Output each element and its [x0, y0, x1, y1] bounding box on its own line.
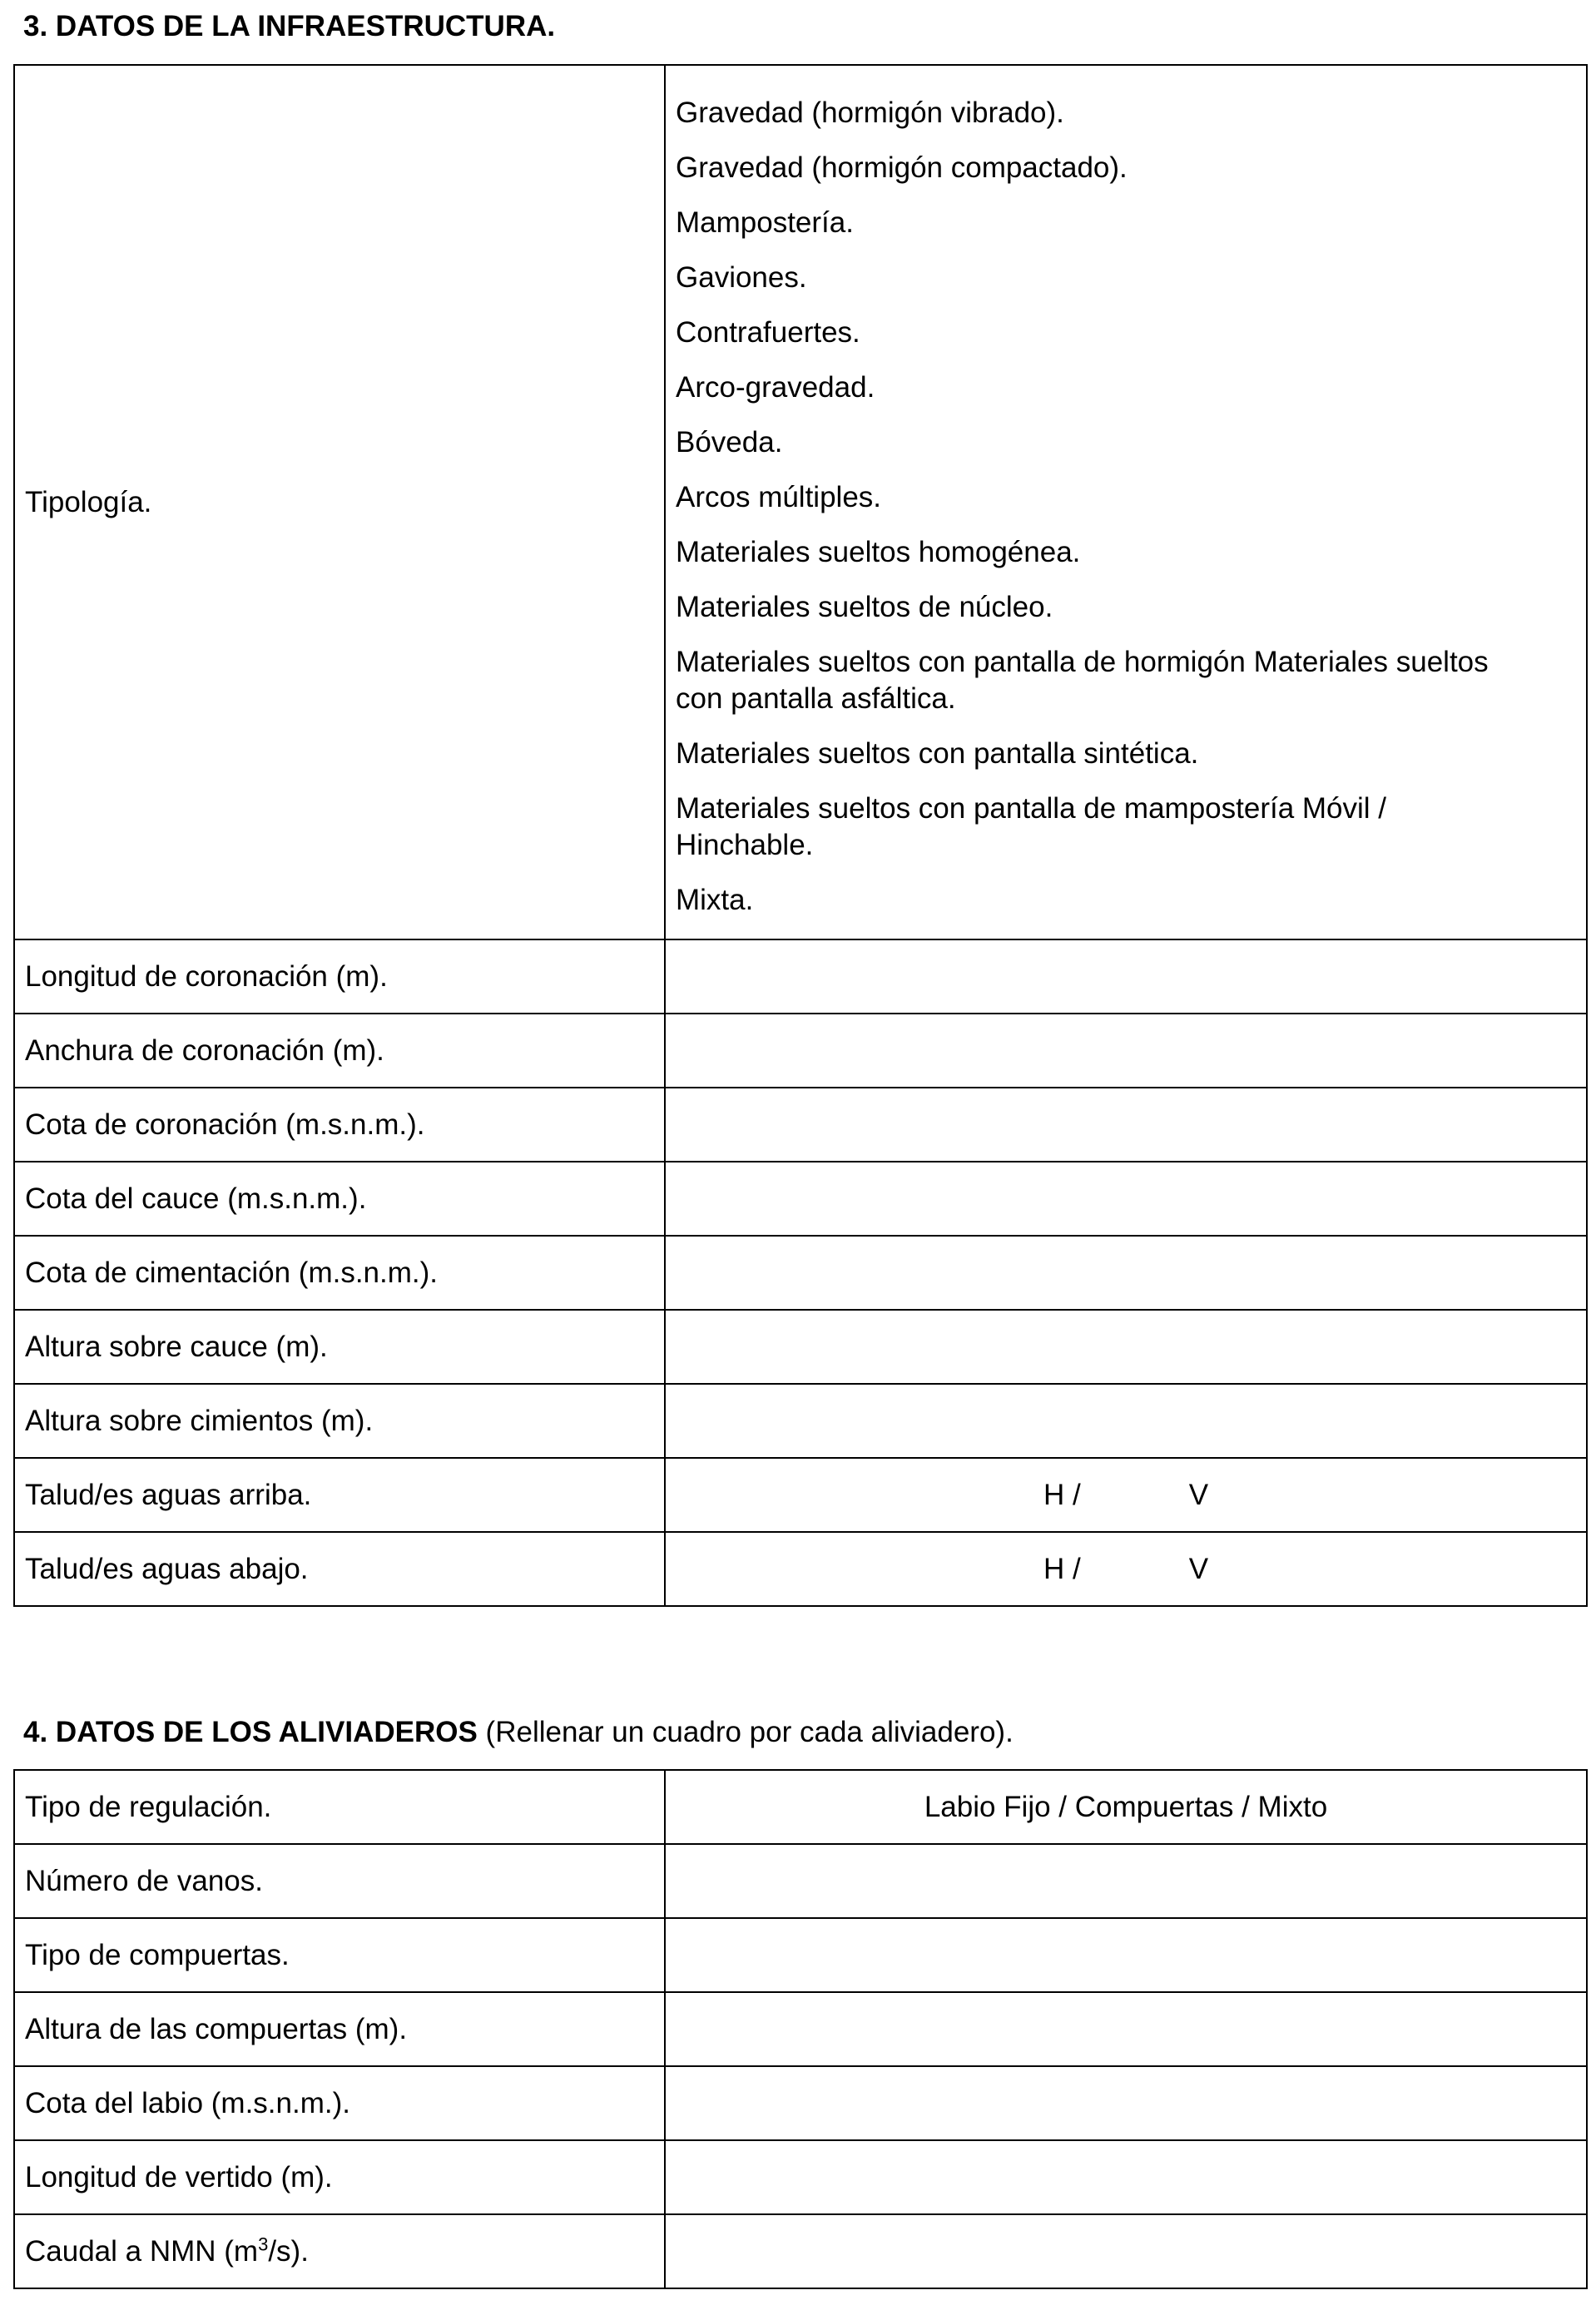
- tipologia-options: [676, 75, 1576, 930]
- altura-cimientos-label: Altura sobre cimientos (m).: [14, 1384, 665, 1458]
- tipologia-label: Tipología.: [14, 65, 665, 939]
- tipo-regulacion-value[interactable]: Labio Fijo / Compuertas / Mixto: [665, 1770, 1587, 1844]
- cota-coronacion-label: Cota de coronación (m.s.n.m.).: [14, 1088, 665, 1162]
- talud-arriba-label: Talud/es aguas arriba.: [14, 1458, 665, 1532]
- longitud-coronacion-field[interactable]: [665, 939, 1587, 1014]
- cota-cauce-label: Cota del cauce (m.s.n.m.).: [14, 1162, 665, 1236]
- tipologia-option[interactable]: Materiales sueltos con pantalla sintética.: [676, 736, 1199, 770]
- section-4-heading-note: (Rellenar un cuadro por cada aliviadero).: [477, 1716, 1014, 1748]
- tipologia-option[interactable]: Gravedad (hormigón compactado).: [676, 151, 1128, 184]
- table-row: [14, 1918, 1587, 1992]
- section-4-heading-bold: 4. DATOS DE LOS ALIVIADEROS: [23, 1716, 478, 1748]
- v-label: V: [1188, 1552, 1209, 1585]
- section-3-heading: [23, 10, 555, 43]
- table-row: [14, 2140, 1587, 2214]
- tipologia-option[interactable]: Materiales sueltos homogénea.: [676, 535, 1081, 568]
- altura-cauce-label: Altura sobre cauce (m).: [14, 1310, 665, 1384]
- altura-cauce-field[interactable]: [665, 1310, 1587, 1384]
- table-row: [14, 1088, 1587, 1162]
- tipologia-options-cell: [665, 65, 1587, 939]
- caudal-label-prefix: Caudal a NMN (m: [25, 2234, 259, 2268]
- table-row: [14, 1162, 1587, 1236]
- table-row: [14, 1992, 1587, 2066]
- anchura-coronacion-label: Anchura de coronación (m).: [14, 1014, 665, 1088]
- table-row: [14, 939, 1587, 1014]
- table-row: [14, 1236, 1587, 1310]
- aliviaderos-table: [13, 1769, 1588, 2289]
- longitud-vertido-label: Longitud de vertido (m).: [14, 2140, 665, 2214]
- table-row: [14, 1770, 1587, 1844]
- caudal-label-sup: 3: [258, 2233, 269, 2254]
- cota-labio-label: Cota del labio (m.s.n.m.).: [14, 2066, 665, 2140]
- table-row: [14, 1310, 1587, 1384]
- numero-vanos-field[interactable]: [665, 1844, 1587, 1918]
- longitud-vertido-field[interactable]: [665, 2140, 1587, 2214]
- table-row: [14, 1844, 1587, 1918]
- altura-cimientos-field[interactable]: [665, 1384, 1587, 1458]
- caudal-nmn-field[interactable]: [665, 2214, 1587, 2288]
- h-label: H /: [1043, 1552, 1081, 1585]
- tipologia-option[interactable]: Gravedad (hormigón vibrado).: [676, 96, 1064, 129]
- h-label: H /: [1043, 1478, 1081, 1511]
- section-4-heading: [23, 1716, 1014, 1749]
- tipologia-option[interactable]: Contrafuertes.: [676, 315, 860, 349]
- cota-coronacion-field[interactable]: [665, 1088, 1587, 1162]
- table-row: [14, 1532, 1587, 1606]
- section-3-heading-text: 3. DATOS DE LA INFRAESTRUCTURA.: [23, 10, 556, 42]
- tipologia-option[interactable]: Materiales sueltos con pantalla de hormigón Materiales sueltos con pantalla asfáltica.: [676, 645, 1489, 715]
- table-row: [14, 1014, 1587, 1088]
- tipologia-option[interactable]: Arcos múltiples.: [676, 480, 882, 513]
- table-row: [14, 2066, 1587, 2140]
- longitud-coronacion-label: Longitud de coronación (m).: [14, 939, 665, 1014]
- tipologia-option[interactable]: Mampostería.: [676, 206, 854, 239]
- tipologia-option[interactable]: Materiales sueltos con pantalla de mampostería Móvil / Hinchable.: [676, 791, 1387, 861]
- tipologia-option[interactable]: Materiales sueltos de núcleo.: [676, 590, 1053, 623]
- v-label: V: [1188, 1478, 1209, 1511]
- talud-arriba-field[interactable]: [665, 1458, 1587, 1532]
- anchura-coronacion-field[interactable]: [665, 1014, 1587, 1088]
- tipologia-option[interactable]: Bóveda.: [676, 425, 783, 459]
- cota-cauce-field[interactable]: [665, 1162, 1587, 1236]
- altura-compuertas-field[interactable]: [665, 1992, 1587, 2066]
- table-row: [14, 1384, 1587, 1458]
- cota-cimentacion-label: Cota de cimentación (m.s.n.m.).: [14, 1236, 665, 1310]
- cota-labio-field[interactable]: [665, 2066, 1587, 2140]
- tipologia-option[interactable]: Gaviones.: [676, 260, 807, 294]
- caudal-nmn-label: [14, 2214, 665, 2288]
- tipologia-row: [14, 65, 1587, 939]
- tipologia-option[interactable]: Arco-gravedad.: [676, 370, 875, 404]
- tipo-compuertas-field[interactable]: [665, 1918, 1587, 1992]
- table-row: [14, 2214, 1587, 2288]
- talud-abajo-field[interactable]: [665, 1532, 1587, 1606]
- tipo-compuertas-label: Tipo de compuertas.: [14, 1918, 665, 1992]
- table-row: [14, 1458, 1587, 1532]
- cota-cimentacion-field[interactable]: [665, 1236, 1587, 1310]
- caudal-label-suffix: /s).: [268, 2234, 309, 2268]
- tipologia-option[interactable]: Mixta.: [676, 883, 754, 916]
- altura-compuertas-label: Altura de las compuertas (m).: [14, 1992, 665, 2066]
- tipo-regulacion-label: Tipo de regulación.: [14, 1770, 665, 1844]
- infraestructura-table: [13, 64, 1588, 1607]
- numero-vanos-label: Número de vanos.: [14, 1844, 665, 1918]
- talud-abajo-label: Talud/es aguas abajo.: [14, 1532, 665, 1606]
